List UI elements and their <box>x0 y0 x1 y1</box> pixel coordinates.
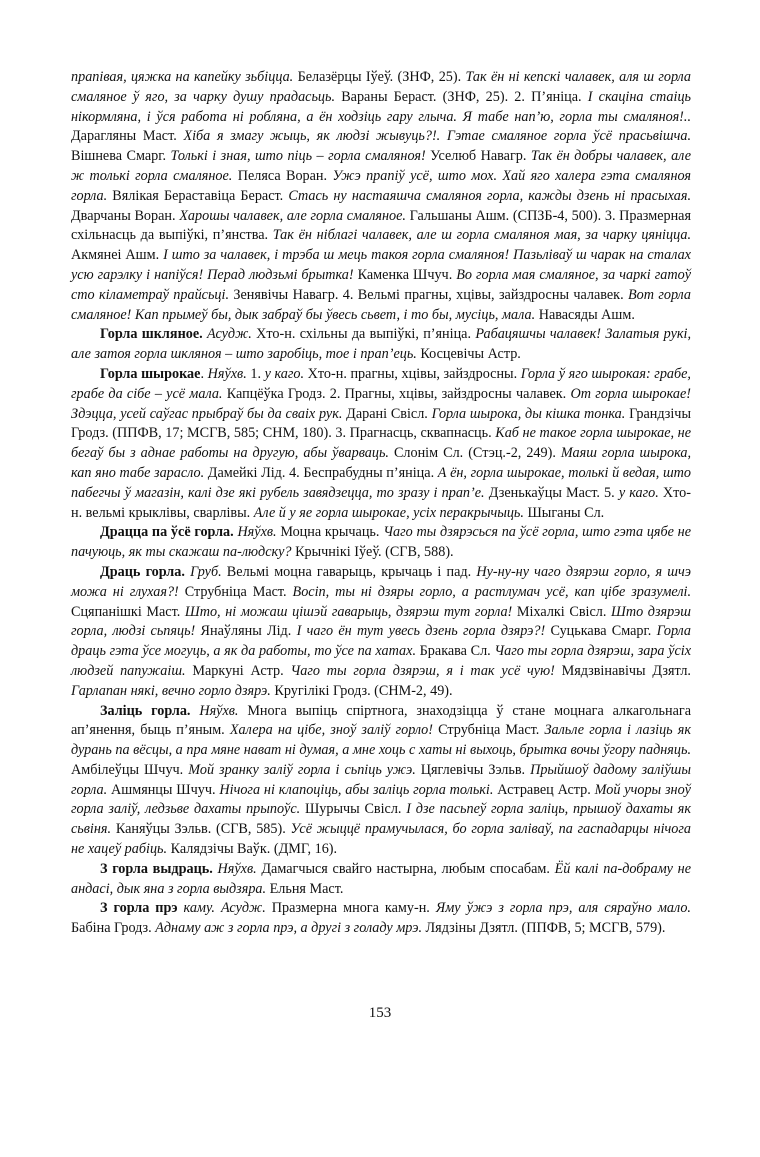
body-text: Кругілікі Гродз. (СНМ-2, 49). <box>270 682 453 699</box>
italic-text: Зальле горла і лазіць як дурань па вёсцы, а пра мяне нават ні думая, а мне хоць с хаты ні выхоць, брытка вочы ўгору падняць. <box>71 722 692 759</box>
italic-text: Так ён ніблагі чалавек, але ш горла смаляноя мая, за чарку цяніцца. <box>272 227 691 244</box>
body-text: Янаўляны Лід. <box>195 623 297 640</box>
italic-text: Асудж. <box>207 326 252 343</box>
italic-text: Толькі і зная, што піць – горла смаляноя! <box>170 148 426 165</box>
body-text: Белазёрцы Іўеў. (ЗНФ, 25). <box>293 69 466 85</box>
body-text: Капцёўка Гродз. 2. Прагны, хцівы, зайздросны чалавек. <box>222 385 571 402</box>
body-text: 1. <box>246 365 265 382</box>
italic-text: Мой учоры зноў горла заліў, ледзьве дахаты прыпоўс. <box>71 781 691 818</box>
italic-text: у каго. <box>618 484 659 501</box>
body-text: Бракава Сл. <box>416 643 495 660</box>
body-text: Пеляса Воран. <box>232 167 333 184</box>
body-text: Косцевічы Астр. <box>416 346 521 363</box>
body-text: Крычнікі Іўеў. (СГВ, 588). <box>291 544 454 561</box>
italic-text: Прыйшоў дадому заліўшы горла. <box>71 761 691 798</box>
italic-text: Горла шырока, ды кішка тонка. <box>431 405 626 422</box>
headword: Заліць горла. <box>100 702 191 719</box>
body-text: Уселюб Навагр. <box>425 148 531 165</box>
italic-text: Каб не такое горла шырокае, не бегаў бы з аднае работы на другую, абы ўварваць. <box>71 425 691 462</box>
body-text: Слонім Сл. (Стэц.-2, 249). <box>388 445 561 462</box>
italic-text: Халера на цібе, зноў заліў горло! <box>229 722 433 739</box>
headword: Драць горла. <box>100 563 185 580</box>
italic-text: Рабацяшчы чалавек! Залатыя рукі, але затоя горла шкляноя – што заробіць, тое і прап’ець. <box>71 326 691 363</box>
italic-text: Ёй калі па-добраму не андасі, дык яна з горла выдзяра. <box>71 860 691 897</box>
entry-continuation <box>71 68 691 325</box>
body-text: Акмянеі Ашм. <box>71 247 164 264</box>
body-text: Хто-н. прагны, хцівы, зайздросны. <box>304 365 521 382</box>
italic-text: Чаго ты горла дзярэш, я і так усё чую! <box>290 662 555 679</box>
body-text: Каменка Шчуч. <box>353 266 457 283</box>
body-text: Вішнева Смарг. <box>71 148 171 165</box>
italic-text: Ужэ прапіў усё, што мох. Хай яго халера гэта смаляноя горла. <box>71 167 691 204</box>
body-text: Ельня Маст. <box>266 880 344 897</box>
italic-text: І скаціна стаіць нікормляна, і ўся работа ні робляна, а ён ходзіць гару глыча. Я табе нап’ю, горла ты смаляноя!.. <box>71 88 691 125</box>
entry-z-gorla-vydrats <box>71 860 691 900</box>
headword: З горла прэ <box>100 900 178 917</box>
italic-text: Яму ўжэ з горла прэ, аля сяраўно мало. <box>435 900 691 917</box>
body-text: Струбніца Маст. <box>433 722 545 739</box>
italic-text: І чаго ён тут увесь дзень горла дзярэ?! <box>296 623 546 640</box>
body-text: Ашмянцы Шчуч. <box>107 781 220 798</box>
italic-text: Няўхв. <box>217 860 257 877</box>
italic-text: каму. Асудж. <box>183 900 266 917</box>
body-text: Астравец Астр. <box>493 781 595 798</box>
body-text: Зенявічы Навагр. 4. Вельмі прагны, хцівы, зайздросны чалавек. <box>229 286 628 303</box>
body-text: Лядзіны Дзятл. (ППФВ, 5; МСГВ, 579). <box>422 920 666 937</box>
italic-text: Груб. <box>190 563 222 580</box>
body-text: Дзенькаўцы Маст. 5. <box>484 484 619 501</box>
italic-text: у каго. <box>264 365 305 382</box>
entry-zalits-gorla <box>71 702 691 860</box>
body-text: Амбілеўцы Шчуч. <box>71 761 189 778</box>
headword: Драцца па ўсё горла. <box>100 524 234 541</box>
entry-drats-gorla <box>71 563 691 702</box>
italic-text: Але й у яе горла шырокае, усіх перакрычыць. <box>253 504 524 521</box>
body-text: Міхалкі Свісл. <box>512 603 612 620</box>
body-text: Грандзічы Гродз. (ППФВ, 17; МСГВ, 585; СНМ, 180). 3. Прагнасць, сквапнасць. <box>71 405 691 442</box>
body-text: Каняўцы Зэльв. (СГВ, 585). <box>111 821 291 838</box>
italic-text: прапівая, цяжка на капейку зьбіцца. <box>71 69 294 85</box>
italic-text: Аднаму аж з горла прэ, а другі з голаду мрэ. <box>155 920 422 937</box>
italic-text: Горла драць гэта ўсе могуць, а як да работы, то ўсе па хатах. <box>71 623 691 660</box>
body-text: Хто-н. схільны да выпіўкі, п’яніца. <box>251 326 476 343</box>
italic-text: Няўхв. <box>207 365 247 382</box>
italic-text: Так ён добры чалавек, але ж толькі горла смаляное. <box>71 148 691 184</box>
italic-text: Нічога ні клапоціць, абы заліць горла толькі. <box>219 781 494 798</box>
italic-text: Што дзярэш горла, людзі сьпяць! <box>71 603 691 640</box>
italic-text: Усё жыццё прамучылася, бо горла заліваў, па гаспадарцы нічога не хацеў рабіць. <box>71 821 691 858</box>
italic-text: Чаго ты горла дзярэш, зара ўсіх людзей папужаіш. <box>71 643 691 679</box>
body-text: Калядзічы Ваўк. (ДМГ, 16). <box>167 841 338 858</box>
entry-dratstsa-pa-use-gorla <box>71 523 691 563</box>
body-text: Бабіна Гродз. <box>71 920 156 937</box>
italic-text: І што за чалавек, і трэба ш мець такоя горла смаляноя! Пазьліваў ш чарак на сталах усю гарэлку і напіўся! Перад людзьмі брытка! <box>71 247 691 283</box>
body-text: Маркуні Астр. <box>185 662 291 679</box>
entry-gorla-shklyanoe <box>71 325 691 365</box>
body-text: Шыганы Сл. <box>523 504 605 521</box>
body-text: Струбніца Маст. <box>178 583 293 600</box>
headword: Горла шкляное. <box>100 326 203 343</box>
entry-gorla-shyrokae <box>71 365 691 523</box>
italic-text: Хіба я змагу жыць, як людзі жывуць?!. Гэтае смаляное горла ўсё прасьвішча. <box>183 128 691 145</box>
body-text: Хто-н. вельмі крыклівы, сварлівы. <box>71 484 692 521</box>
body-text: . <box>200 365 208 382</box>
italic-text: Гарлапан някі, вечно горло дзярэ. <box>71 682 271 699</box>
page-number: 153 <box>368 1005 392 1021</box>
body-text: Вялікая Бераставіца Бераст. <box>107 187 289 204</box>
headword: З горла выдраць. <box>100 860 213 877</box>
body-text: Сцяпанішкі Маст. <box>71 603 185 620</box>
dictionary-page-body <box>71 68 691 939</box>
italic-text: Няўхв. <box>237 524 277 541</box>
body-text: Шурычы Свісл. <box>300 801 407 818</box>
body-text: Дамагчыся свайго настырна, любым спосабам. <box>256 860 555 877</box>
italic-text: Харошы чалавек, але горла смаляное. <box>179 207 406 224</box>
italic-text: Мой зранку заліў горла і сьпіць ужэ. <box>188 761 416 778</box>
body-text: Многа выпіць спіртнога, знаходзіцца ў стане моцнага алкагольнага ап’янення, быць п’яным. <box>71 702 692 739</box>
italic-text: Ну-ну-ну чаго дзярэш горло, я шчэ можа ні глухая?! <box>71 563 692 600</box>
body-text: Вельмі моцна гаварыць, крычаць і пад. <box>221 563 477 580</box>
body-text: Дарані Свісл. <box>342 405 432 422</box>
italic-text: Горла ў яго шырокая: грабе, грабе да сібе – усё мала. <box>71 365 691 402</box>
italic-text: Чаго ты дзярэсься па ўсё горла, што гэта цябе не пачуюць, як ты скажаш па-людску? <box>71 524 692 561</box>
entry-z-gorla-pre <box>71 899 691 939</box>
italic-text: Няўхв. <box>199 702 239 719</box>
italic-text: Маяш горла шырока, кап яно табе зарасло. <box>71 445 691 481</box>
body-text: Мядзвінавічы Дзятл. <box>554 662 691 679</box>
body-text: Навасяды Ашм. <box>535 306 635 323</box>
italic-text: От горла шырокае! Здэцца, усей саўгас прыбраў бы да сваіх рук. <box>71 385 692 422</box>
body-text: Гальшаны Ашм. (СПЗБ-4, 500). 3. Празмерная схільнасць да выпіўкі, п’янства. <box>71 207 691 244</box>
italic-text: Стась ну настаяшча смаляноя горла, кажды дзень ні прасыхая. <box>288 187 691 204</box>
italic-text: Вот горла смаляное! Кап прымеў бы, дык забраў бы ўвесь сьвет, і то бы, мусіць, мала. <box>71 286 692 323</box>
body-text: Суцькава Смарг. <box>545 623 657 640</box>
body-text: Дварчаны Воран. <box>71 207 180 224</box>
body-text: Дарагляны Маст. <box>71 128 184 145</box>
italic-text: Во горла мая смаляное, за чаркі гатоў сто кіламетраў прайсьці. <box>71 266 691 303</box>
italic-text: Што, ні можаш цішэй гаварыць, дзярэш тут горла! <box>184 603 513 620</box>
body-text <box>190 703 199 719</box>
italic-text: А ён, горла шырокае, толькі й ведая, што пабегчы ў магазін, калі дзе які рубель завядзецца, то зразу і прап’е. <box>71 464 691 501</box>
italic-text: Так ён ні кепскі чалавек, аля ш горла смаляное ў яго, за чарку душу прадасьць. <box>71 69 692 105</box>
body-text: Цяглевічы Зэльв. <box>415 761 531 778</box>
body-text: Дамейкі Лід. 4. Беспрабудны п’яніца. <box>204 464 438 481</box>
body-text: Моцна крычаць. <box>276 524 384 541</box>
italic-text: Восіп, ты ні дзяры горло, а растлумач усё, кап цібе зразумелі. <box>292 583 691 600</box>
italic-text: І дзе пасьпеў горла заліць, прышоў дахаты як сьвіня. <box>71 801 692 838</box>
body-text: Вараны Бераст. (ЗНФ, 25). 2. П’яніца. <box>335 88 588 105</box>
body-text: Празмерна многа каму-н. <box>265 900 436 917</box>
headword: Горла шырокае <box>100 365 201 382</box>
